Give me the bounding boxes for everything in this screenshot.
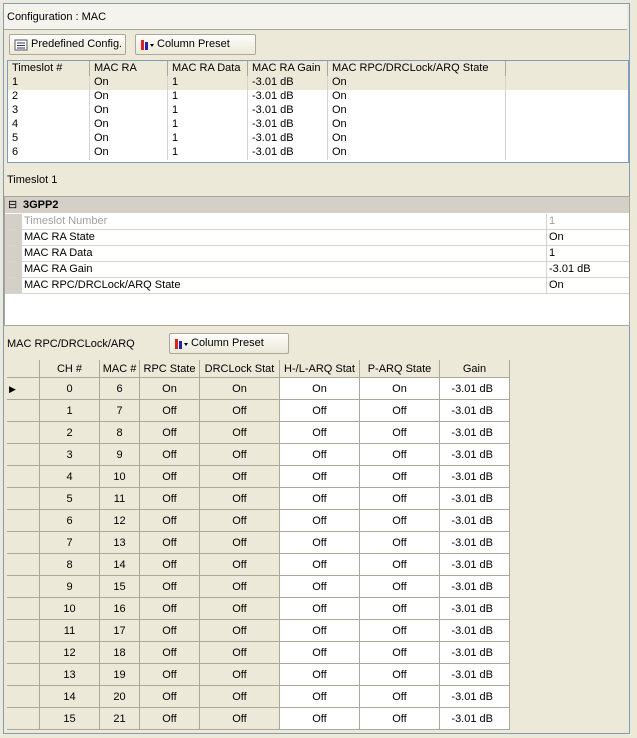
cell-mac[interactable]: 10 [100, 466, 140, 488]
cell-drclock-state[interactable]: Off [200, 708, 280, 730]
column-preset-icon [174, 338, 188, 350]
col-header-rpc-state[interactable]: RPC State [140, 360, 200, 378]
cell-timeslot[interactable]: 6 [8, 146, 90, 160]
config-list-icon [14, 39, 28, 51]
cell-hl-arq-state[interactable]: Off [280, 598, 360, 620]
row-gutter [5, 230, 22, 245]
col-header-gain[interactable]: Gain [440, 360, 510, 378]
cell-gain[interactable]: -3.01 dB [440, 642, 510, 664]
cell-rpc-state[interactable]: Off [140, 532, 200, 554]
cell-drclock-state[interactable]: Off [200, 598, 280, 620]
cell-p-arq-state[interactable]: Off [360, 554, 440, 576]
cell-timeslot[interactable]: 2 [8, 90, 90, 104]
row-gutter [5, 214, 22, 229]
cell-gain[interactable]: -3.01 dB [440, 620, 510, 642]
table-row[interactable] [8, 104, 628, 118]
predefined-config-label: Predefined Config. [31, 38, 123, 50]
cell-mac[interactable]: 17 [100, 620, 140, 642]
column-preset-button[interactable] [135, 34, 256, 55]
cell-gain[interactable]: -3.01 dB [440, 664, 510, 686]
cell-mac-ra-data[interactable]: 1 [168, 132, 248, 146]
cell-p-arq-state[interactable]: On [360, 378, 440, 400]
cell-rpc-state[interactable]: Off [140, 488, 200, 510]
cell-gain[interactable]: -3.01 dB [440, 444, 510, 466]
cell-mac-ra-gain[interactable]: -3.01 dB [248, 132, 328, 146]
cell-drclock-state[interactable]: Off [200, 444, 280, 466]
cell-gain[interactable]: -3.01 dB [440, 708, 510, 730]
cell-mac-rpc-state[interactable]: On [328, 76, 506, 90]
cell-drclock-state[interactable]: Off [200, 510, 280, 532]
cell-hl-arq-state[interactable]: Off [280, 708, 360, 730]
cell-ch[interactable]: 14 [40, 686, 100, 708]
cell-hl-arq-state[interactable]: Off [280, 642, 360, 664]
cell-mac[interactable]: 6 [100, 378, 140, 400]
cell-mac-rpc-state[interactable]: On [328, 132, 506, 146]
cell-mac-ra-data[interactable]: 1 [168, 90, 248, 104]
cell-mac-ra[interactable]: On [90, 132, 168, 146]
col-header-drclock-state[interactable]: DRCLock Stat [200, 360, 280, 378]
cell-ch[interactable]: 12 [40, 642, 100, 664]
cell-gain[interactable]: -3.01 dB [440, 554, 510, 576]
cell-mac[interactable]: 18 [100, 642, 140, 664]
timeslot-table-header [8, 61, 628, 77]
row-header[interactable] [7, 510, 40, 532]
row-header[interactable] [7, 488, 40, 510]
cell-drclock-state[interactable]: Off [200, 686, 280, 708]
cell-p-arq-state[interactable]: Off [360, 488, 440, 510]
cell-mac-ra-data[interactable]: 1 [168, 118, 248, 132]
cell-mac-rpc-state[interactable]: On [328, 146, 506, 160]
cell-p-arq-state[interactable]: Off [360, 642, 440, 664]
cell-hl-arq-state[interactable]: Off [280, 466, 360, 488]
cell-mac-ra-gain[interactable]: -3.01 dB [248, 90, 328, 104]
cell-mac-rpc-state[interactable]: On [328, 104, 506, 118]
col-header-timeslot[interactable]: Timeslot # [8, 61, 90, 76]
cell-hl-arq-state[interactable]: Off [280, 510, 360, 532]
cell-timeslot[interactable]: 4 [8, 118, 90, 132]
cell-ch[interactable]: 4 [40, 466, 100, 488]
cell-gain[interactable]: -3.01 dB [440, 598, 510, 620]
cell-mac[interactable]: 13 [100, 532, 140, 554]
property-value[interactable]: On [549, 279, 564, 291]
cell-drclock-state[interactable]: Off [200, 620, 280, 642]
property-row[interactable] [5, 278, 629, 294]
cell-rpc-state[interactable]: Off [140, 510, 200, 532]
cell-ch[interactable]: 9 [40, 576, 100, 598]
row-header[interactable] [7, 444, 40, 466]
table-row[interactable] [8, 76, 628, 90]
channel-table[interactable] [7, 360, 510, 730]
arq-section-label: MAC RPC/DRCLock/ARQ [7, 338, 135, 350]
cell-rpc-state[interactable]: Off [140, 664, 200, 686]
cell-mac-ra-gain[interactable]: -3.01 dB [248, 118, 328, 132]
cell-gain[interactable]: -3.01 dB [440, 576, 510, 598]
cell-ch[interactable]: 15 [40, 708, 100, 730]
cell-hl-arq-state[interactable]: On [280, 378, 360, 400]
cell-ch[interactable]: 7 [40, 532, 100, 554]
cell-hl-arq-state[interactable]: Off [280, 686, 360, 708]
cell-drclock-state[interactable]: Off [200, 422, 280, 444]
property-row[interactable] [5, 246, 629, 262]
timeslot-section-label: Timeslot 1 [7, 174, 58, 186]
cell-ch[interactable]: 5 [40, 488, 100, 510]
cell-gain[interactable]: -3.01 dB [440, 488, 510, 510]
property-row[interactable] [5, 230, 629, 246]
row-header[interactable] [7, 378, 40, 400]
table-row[interactable] [8, 118, 628, 132]
cell-rpc-state[interactable]: Off [140, 466, 200, 488]
col-header-hl-arq-state[interactable]: H-/L-ARQ Stat [280, 360, 360, 378]
row-header[interactable] [7, 620, 40, 642]
cell-p-arq-state[interactable]: Off [360, 422, 440, 444]
property-value[interactable]: 1 [549, 247, 556, 259]
cell-drclock-state[interactable]: Off [200, 576, 280, 598]
cell-ch[interactable]: 6 [40, 510, 100, 532]
row-header[interactable] [7, 532, 40, 554]
arq-column-preset-button[interactable] [169, 333, 289, 354]
property-name: MAC RA Data [23, 246, 547, 261]
row-header[interactable] [7, 598, 40, 620]
cell-p-arq-state[interactable]: Off [360, 444, 440, 466]
cell-mac-ra[interactable]: On [90, 90, 168, 104]
column-preset-label: Column Preset [157, 38, 230, 50]
property-name: MAC RA Gain [23, 262, 547, 277]
cell-gain[interactable]: -3.01 dB [440, 422, 510, 444]
row-header[interactable] [7, 554, 40, 576]
cell-ch[interactable]: 2 [40, 422, 100, 444]
cell-drclock-state[interactable]: On [200, 378, 280, 400]
cell-mac-ra-gain[interactable]: -3.01 dB [248, 76, 328, 90]
property-grid[interactable] [4, 196, 630, 326]
predefined-config-button[interactable] [9, 34, 126, 55]
cell-mac[interactable]: 14 [100, 554, 140, 576]
cell-drclock-state[interactable]: Off [200, 466, 280, 488]
cell-mac[interactable]: 8 [100, 422, 140, 444]
cell-ch[interactable]: 10 [40, 598, 100, 620]
row-header[interactable] [7, 576, 40, 598]
cell-p-arq-state[interactable]: Off [360, 466, 440, 488]
cell-mac-ra-gain[interactable]: -3.01 dB [248, 146, 328, 160]
cell-ch[interactable]: 11 [40, 620, 100, 642]
cell-mac-ra-gain[interactable]: -3.01 dB [248, 104, 328, 118]
cell-mac-ra-data[interactable]: 1 [168, 76, 248, 90]
property-name: Timeslot Number [23, 214, 547, 229]
col-header-mac-rpc-state[interactable]: MAC RPC/DRCLock/ARQ State [328, 61, 506, 76]
cell-mac[interactable]: 7 [100, 400, 140, 422]
property-name: MAC RPC/DRCLock/ARQ State [23, 278, 547, 293]
cell-rpc-state[interactable]: Off [140, 554, 200, 576]
cell-rpc-state[interactable]: Off [140, 400, 200, 422]
cell-timeslot[interactable]: 3 [8, 104, 90, 118]
row-header[interactable] [7, 400, 40, 422]
cell-mac[interactable]: 11 [100, 488, 140, 510]
cell-timeslot[interactable]: 1 [8, 76, 90, 90]
cell-mac[interactable]: 21 [100, 708, 140, 730]
cell-mac[interactable]: 12 [100, 510, 140, 532]
cell-ch[interactable]: 1 [40, 400, 100, 422]
cell-mac[interactable]: 19 [100, 664, 140, 686]
cell-mac-ra-data[interactable]: 1 [168, 104, 248, 118]
cell-drclock-state[interactable]: Off [200, 488, 280, 510]
cell-gain[interactable]: -3.01 dB [440, 378, 510, 400]
cell-gain[interactable]: -3.01 dB [440, 686, 510, 708]
property-value[interactable]: On [549, 231, 564, 243]
cell-hl-arq-state[interactable]: Off [280, 532, 360, 554]
cell-mac-ra[interactable]: On [90, 76, 168, 90]
column-preset-label: Column Preset [191, 337, 264, 349]
row-header[interactable] [7, 422, 40, 444]
cell-gain[interactable]: -3.01 dB [440, 466, 510, 488]
window-title: Configuration : MAC [4, 4, 627, 30]
row-header[interactable] [7, 642, 40, 664]
row-header-corner [7, 360, 40, 378]
col-header-mac-ra-gain[interactable]: MAC RA Gain [248, 61, 328, 76]
cell-mac-rpc-state[interactable]: On [328, 90, 506, 104]
cell-rpc-state[interactable]: Off [140, 642, 200, 664]
collapse-icon[interactable]: ⊟ [8, 199, 18, 211]
table-row[interactable] [8, 132, 628, 146]
cell-hl-arq-state[interactable]: Off [280, 400, 360, 422]
cell-rpc-state[interactable]: Off [140, 620, 200, 642]
col-header-mac[interactable]: MAC # [100, 360, 140, 378]
cell-drclock-state[interactable]: Off [200, 400, 280, 422]
cell-hl-arq-state[interactable]: Off [280, 664, 360, 686]
table-row[interactable] [8, 146, 628, 160]
cell-p-arq-state[interactable]: Off [360, 620, 440, 642]
row-gutter [5, 246, 22, 261]
cell-hl-arq-state[interactable]: Off [280, 576, 360, 598]
cell-timeslot[interactable]: 5 [8, 132, 90, 146]
property-value: 1 [549, 215, 556, 227]
column-preset-icon [140, 39, 154, 51]
cell-hl-arq-state[interactable]: Off [280, 620, 360, 642]
cell-rpc-state[interactable]: On [140, 378, 200, 400]
cell-p-arq-state[interactable]: Off [360, 576, 440, 598]
cell-rpc-state[interactable]: Off [140, 444, 200, 466]
col-header-p-arq-state[interactable]: P-ARQ State [360, 360, 440, 378]
cell-rpc-state[interactable]: Off [140, 576, 200, 598]
cell-mac[interactable]: 9 [100, 444, 140, 466]
cell-gain[interactable]: -3.01 dB [440, 510, 510, 532]
cell-ch[interactable]: 0 [40, 378, 100, 400]
col-header-mac-ra[interactable]: MAC RA [90, 61, 168, 76]
cell-p-arq-state[interactable]: Off [360, 664, 440, 686]
cell-p-arq-state[interactable]: Off [360, 510, 440, 532]
cell-mac-ra-data[interactable]: 1 [168, 146, 248, 160]
cell-ch[interactable]: 8 [40, 554, 100, 576]
row-header[interactable] [7, 708, 40, 730]
cell-mac[interactable]: 16 [100, 598, 140, 620]
cell-mac-ra[interactable]: On [90, 118, 168, 132]
cell-mac-rpc-state[interactable]: On [328, 118, 506, 132]
row-header[interactable] [7, 664, 40, 686]
cell-gain[interactable]: -3.01 dB [440, 400, 510, 422]
row-header[interactable] [7, 466, 40, 488]
cell-rpc-state[interactable]: Off [140, 686, 200, 708]
timeslot-table[interactable] [7, 60, 629, 163]
property-row[interactable] [5, 214, 629, 230]
cell-drclock-state[interactable]: Off [200, 642, 280, 664]
cell-hl-arq-state[interactable]: Off [280, 444, 360, 466]
cell-p-arq-state[interactable]: Off [360, 400, 440, 422]
cell-ch[interactable]: 3 [40, 444, 100, 466]
cell-hl-arq-state[interactable]: Off [280, 554, 360, 576]
category-3gpp2[interactable] [5, 197, 629, 213]
cell-mac[interactable]: 20 [100, 686, 140, 708]
property-name: MAC RA State [23, 230, 547, 245]
col-header-ch[interactable]: CH # [40, 360, 100, 378]
col-header-mac-ra-data[interactable]: MAC RA Data [168, 61, 248, 76]
cell-drclock-state[interactable]: Off [200, 664, 280, 686]
cell-p-arq-state[interactable]: Off [360, 532, 440, 554]
property-value[interactable]: -3.01 dB [549, 263, 591, 275]
row-gutter [5, 278, 22, 293]
cell-mac-ra[interactable]: On [90, 104, 168, 118]
cell-p-arq-state[interactable]: Off [360, 686, 440, 708]
cell-ch[interactable]: 13 [40, 664, 100, 686]
cell-mac-ra[interactable]: On [90, 146, 168, 160]
cell-p-arq-state[interactable]: Off [360, 708, 440, 730]
category-label: 3GPP2 [23, 199, 59, 211]
cell-rpc-state[interactable]: Off [140, 422, 200, 444]
cell-mac[interactable]: 15 [100, 576, 140, 598]
table-row[interactable] [8, 90, 628, 104]
cell-p-arq-state[interactable]: Off [360, 598, 440, 620]
cell-hl-arq-state[interactable]: Off [280, 422, 360, 444]
current-row-arrow-icon: ▶ [9, 384, 16, 394]
cell-hl-arq-state[interactable]: Off [280, 488, 360, 510]
cell-drclock-state[interactable]: Off [200, 532, 280, 554]
row-header[interactable] [7, 686, 40, 708]
cell-rpc-state[interactable]: Off [140, 598, 200, 620]
row-gutter [5, 262, 22, 277]
cell-drclock-state[interactable]: Off [200, 554, 280, 576]
cell-gain[interactable]: -3.01 dB [440, 532, 510, 554]
property-row[interactable] [5, 262, 629, 278]
cell-rpc-state[interactable]: Off [140, 708, 200, 730]
